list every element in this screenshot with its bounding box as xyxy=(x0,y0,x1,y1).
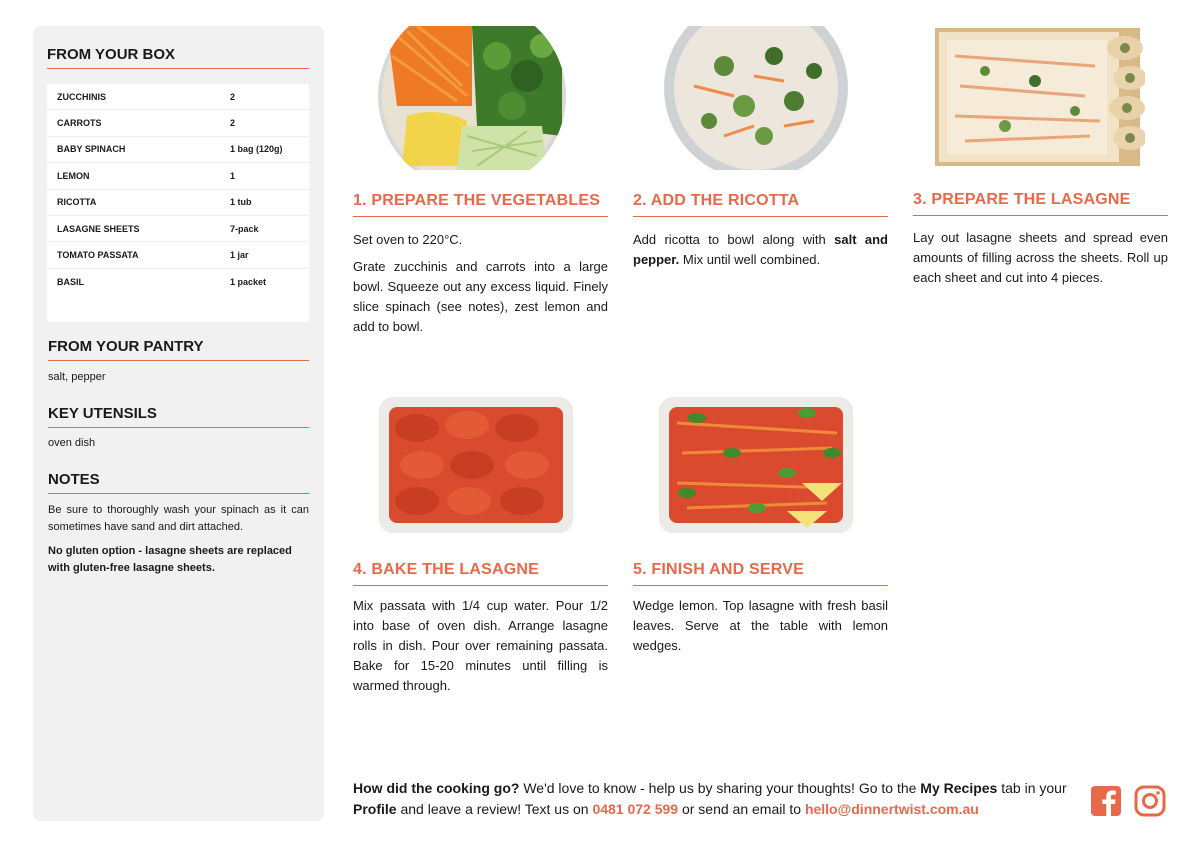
phone-link[interactable]: 0481 072 599 xyxy=(592,801,679,817)
step-1 xyxy=(353,26,608,346)
step-5-paragraph: Wedge lemon. Top lasagne with fresh basil leaves. Serve at the table with lemon wedges. xyxy=(633,598,888,653)
step-2-paragraph xyxy=(633,230,888,270)
footer-text: and leave a review! Text us on xyxy=(396,801,593,817)
step-1-paragraph: Grate zucchinis and carrots into a large bowl. Squeeze out any excess liquid. Finely slice spinach (see notes), zest lemon and add to bowl. xyxy=(353,259,608,334)
lasagne-sheets-illustration xyxy=(935,26,1145,168)
step-1-body xyxy=(353,230,608,344)
notes-gluten-free: No gluten option - lasagne sheets are replaced with gluten-free lasagne sheets. xyxy=(48,545,292,574)
ingredient-name: LEMON xyxy=(57,170,90,181)
step-3-paragraph: Lay out lasagne sheets and spread even amounts of filling across the sheets. Roll up each sheet and cut into 4 pieces. xyxy=(913,230,1168,285)
step-1-image xyxy=(377,26,567,170)
step-5 xyxy=(633,393,888,703)
ingredient-name: CARROTS xyxy=(57,118,102,129)
ricotta-bowl-illustration xyxy=(664,26,848,170)
step-3 xyxy=(913,26,1168,346)
step-2-bold-text: salt and pepper. xyxy=(633,232,889,267)
step-2 xyxy=(633,26,888,346)
step-5-body xyxy=(633,596,888,663)
facebook-icon[interactable] xyxy=(1090,785,1122,817)
profile-link[interactable]: Profile xyxy=(353,801,397,817)
step-2-text: Add ricotta to bowl along with xyxy=(633,232,835,247)
step-5-image xyxy=(657,393,857,538)
step-2-body xyxy=(633,230,888,277)
ingredient-qty: 1 xyxy=(230,170,236,181)
step-2-text-end: Mix until well combined. xyxy=(679,252,821,267)
step-2-image xyxy=(664,26,848,170)
my-recipes-link[interactable]: My Recipes xyxy=(920,780,998,796)
footer-text: or send an email to xyxy=(678,801,805,817)
ingredient-qty: 1 tub xyxy=(230,197,252,208)
ingredient-qty: 7-pack xyxy=(230,223,259,234)
step-1-title: 1. PREPARE THE VEGETABLES xyxy=(353,192,608,217)
step-4 xyxy=(353,393,608,703)
instagram-icon[interactable] xyxy=(1134,785,1166,817)
notes-title: NOTES xyxy=(48,471,309,494)
step-5-title: 5. FINISH AND SERVE xyxy=(633,561,888,586)
footer-text: tab in your xyxy=(997,780,1067,796)
pantry-text: salt, pepper xyxy=(48,371,106,383)
footer-question: How did the cooking go? xyxy=(353,780,520,796)
feedback-footer xyxy=(353,778,1073,820)
from-your-pantry-title: FROM YOUR PANTRY xyxy=(48,338,309,361)
vegetable-bowl-illustration xyxy=(377,26,567,170)
ingredient-name: TOMATO PASSATA xyxy=(57,250,139,261)
footer-text: We'd love to know - help us by sharing your thoughts! Go to the xyxy=(519,780,921,796)
ingredient-qty: 1 bag (120g) xyxy=(230,144,283,155)
step-4-paragraph: Mix passata with 1/4 cup water. Pour 1/2 into base of oven dish. Arrange lasagne rolls in dish. Pour over remaining passata. Bake for 15-20 minutes until filling is warmed through. xyxy=(353,598,608,693)
ingredient-row xyxy=(47,269,309,295)
email-link[interactable]: hello@dinnertwist.com.au xyxy=(804,801,979,817)
step-3-image xyxy=(935,26,1145,168)
ingredient-name: ZUCCHINIS xyxy=(57,91,106,102)
step-4-title: 4. BAKE THE LASAGNE xyxy=(353,561,608,586)
ingredient-row xyxy=(47,84,309,110)
step-3-title: 3. PREPARE THE LASAGNE xyxy=(913,191,1168,216)
ingredient-name: RICOTTA xyxy=(57,197,97,208)
baked-lasagne-illustration xyxy=(377,393,577,538)
ingredient-row xyxy=(47,216,309,242)
step-3-body xyxy=(913,228,1168,295)
ingredients-sidebar xyxy=(33,26,324,821)
ingredient-row xyxy=(47,163,309,189)
ingredient-name: BASIL xyxy=(57,276,84,287)
step-1-paragraph: Set oven to 220°C. xyxy=(353,232,463,247)
ingredient-qty: 1 jar xyxy=(230,250,249,261)
key-utensils-title: KEY UTENSILS xyxy=(48,405,309,428)
from-your-box-title: FROM YOUR BOX xyxy=(47,46,309,69)
ingredient-qty: 2 xyxy=(230,118,236,129)
notes-paragraph: Be sure to thoroughly wash your spinach as it can sometimes have sand and dirt attached. xyxy=(48,504,309,533)
ingredient-row xyxy=(47,190,309,216)
utensils-text: oven dish xyxy=(48,437,96,449)
ingredient-row xyxy=(47,242,309,268)
step-4-body xyxy=(353,596,608,703)
ingredient-name: BABY SPINACH xyxy=(57,144,126,155)
step-4-image xyxy=(377,393,577,538)
served-lasagne-illustration xyxy=(657,393,857,538)
step-2-title: 2. ADD THE RICOTTA xyxy=(633,192,888,217)
ingredient-qty: 1 packet xyxy=(230,276,267,287)
ingredient-name: LASAGNE SHEETS xyxy=(57,223,140,234)
ingredient-row xyxy=(47,110,309,136)
ingredient-row xyxy=(47,137,309,163)
ingredient-qty: 2 xyxy=(230,91,236,102)
ingredients-table xyxy=(47,84,309,322)
